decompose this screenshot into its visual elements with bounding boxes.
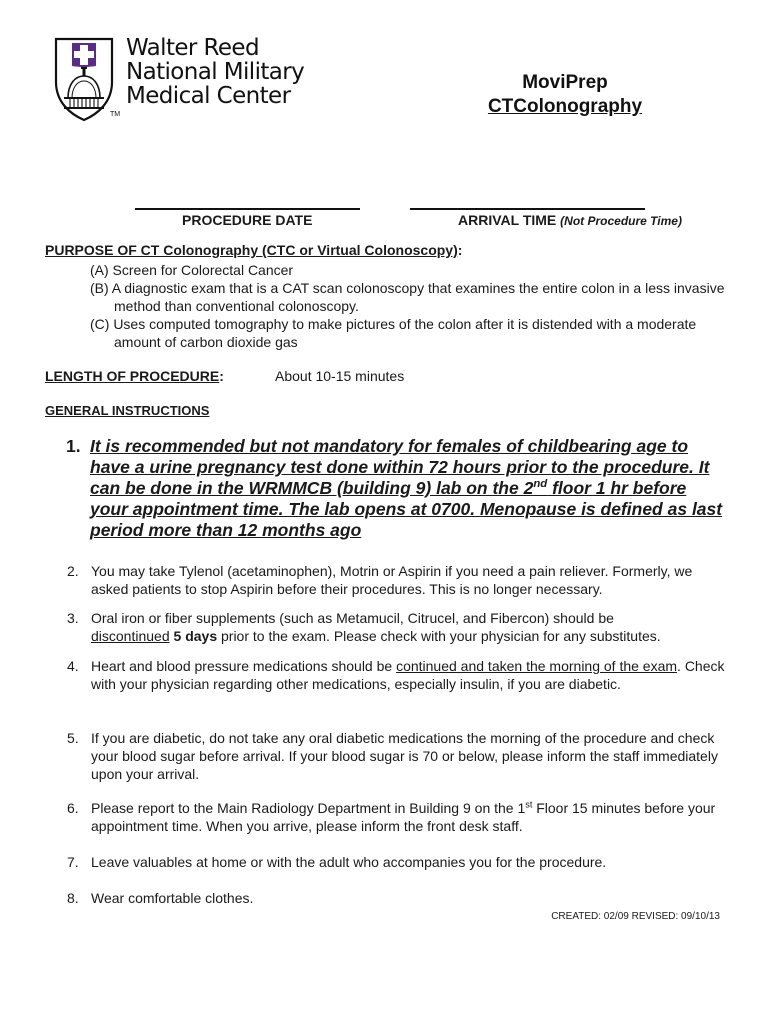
instruction-3 <box>67 609 727 645</box>
instruction-number: 3. <box>67 610 79 626</box>
instruction-text <box>90 436 726 541</box>
instruction-text-part: . Check with your physician regarding other medications, especially insulin, if you are diabetic. <box>91 658 725 692</box>
procedure-date-blank[interactable] <box>135 208 360 210</box>
walter-reed-logo <box>52 36 322 126</box>
instruction-text <box>91 609 727 645</box>
trademark-text: TM <box>110 111 121 118</box>
document-subtitle: CTColonography <box>487 96 643 117</box>
instruction-1 <box>66 436 726 541</box>
instruction-text: Leave valuables at home or with the adult who accompanies you for the procedure. <box>91 854 607 870</box>
purpose-heading-text: PURPOSE OF CT Colonography (CTC or Virtual Colonoscopy) <box>45 242 458 258</box>
purpose-item: (A) Screen for Colorectal Cancer <box>90 262 294 278</box>
procedure-date-label: PROCEDURE DATE <box>182 212 313 228</box>
general-instructions-heading: GENERAL INSTRUCTIONS <box>45 403 210 418</box>
instruction-text-part: Please report to the Main Radiology Department in Building 9 on the 1 <box>91 800 526 816</box>
length-value: About 10-15 minutes <box>275 368 405 384</box>
instruction-number: 7. <box>67 854 79 870</box>
instruction-6 <box>67 799 727 835</box>
instruction-number: 5. <box>67 730 79 746</box>
org-name-line: National Military <box>126 59 305 85</box>
instruction-text-part: Heart and blood pressure medications should be <box>91 658 397 674</box>
instruction-bold-text: 5 days <box>173 628 218 644</box>
instruction-7 <box>67 853 727 871</box>
instruction-text: If you are diabetic, do not take any oral diabetic medications the morning of the procedure and check your blood sugar before arrival. If your blood sugar is 70 or below, please inform the staff immediately upon your arrival. <box>91 730 718 782</box>
instruction-text <box>91 799 727 835</box>
org-name-line: Medical Center <box>126 83 291 109</box>
arrival-time-blank[interactable] <box>410 208 645 210</box>
ordinal-suffix: nd <box>533 478 548 491</box>
instruction-underlined-text: discontinued <box>91 628 170 644</box>
purpose-list <box>90 261 730 351</box>
instruction-text-part: Floor 15 minutes before your appointment time. When you arrive, please inform the front desk staff. <box>91 800 716 834</box>
instruction-text: You may take Tylenol (acetaminophen), Motrin or Aspirin if you need a pain reliever. Formerly, we asked patients to stop Aspirin before their procedures. This is no longer necessary. <box>91 563 693 597</box>
document-title: MoviPrep <box>522 72 608 93</box>
trademark-mark <box>110 108 128 118</box>
instruction-number: 1. <box>66 436 81 456</box>
instruction-8 <box>67 889 727 907</box>
arrival-time-label <box>458 212 682 228</box>
instruction-underlined-text: continued and taken the morning of the exam <box>396 658 678 674</box>
instruction-number: 2. <box>67 563 79 579</box>
instruction-4 <box>67 657 727 693</box>
instruction-5 <box>67 729 727 783</box>
length-label <box>45 368 224 384</box>
instruction-text-part: floor 1 hr before your appointment time. The lab opens at 0700. Menopause is defined as last period more than 12 months ago <box>90 478 723 540</box>
arrival-time-note: (Not Procedure Time) <box>560 214 682 228</box>
instruction-text-part: It is recommended but not mandatory for females of childbearing age to have a urine pregnancy test done within 72 hours prior to the procedure. It can be done in the WRMMCB (building 9) lab on the 2 <box>90 436 710 498</box>
instruction-number: 4. <box>67 658 79 674</box>
length-label-colon: : <box>219 368 224 384</box>
purpose-heading-colon: : <box>457 242 463 258</box>
length-label-text: LENGTH OF PROCEDURE <box>45 368 220 384</box>
instruction-2 <box>67 562 727 598</box>
shield-logo-icon <box>52 36 116 122</box>
purpose-heading <box>45 242 462 258</box>
org-name-line: Walter Reed <box>126 35 259 61</box>
instruction-text-part: Oral iron or fiber supplements (such as Metamucil, Citrucel, and Fibercon) should be <box>91 610 614 626</box>
instruction-text-part: prior to the exam. Please check with your physician for any substitutes. <box>217 628 661 644</box>
instruction-number: 8. <box>67 890 79 906</box>
revision-footer: CREATED: 02/09 REVISED: 09/10/13 <box>551 911 720 922</box>
org-name <box>126 36 304 108</box>
purpose-item: (C) Uses computed tomography to make pictures of the colon after it is distended with a moderate amount of carbon dioxide gas <box>90 316 697 350</box>
instruction-number: 6. <box>67 800 79 816</box>
instruction-text: Wear comfortable clothes. <box>91 890 254 906</box>
ordinal-suffix: st <box>525 799 533 810</box>
arrival-time-text: ARRIVAL TIME <box>458 212 557 228</box>
instruction-text <box>91 657 727 693</box>
purpose-item: (B) A diagnostic exam that is a CAT scan colonoscopy that examines the entire colon in a less invasive method than conventional colonoscopy. <box>90 280 725 314</box>
